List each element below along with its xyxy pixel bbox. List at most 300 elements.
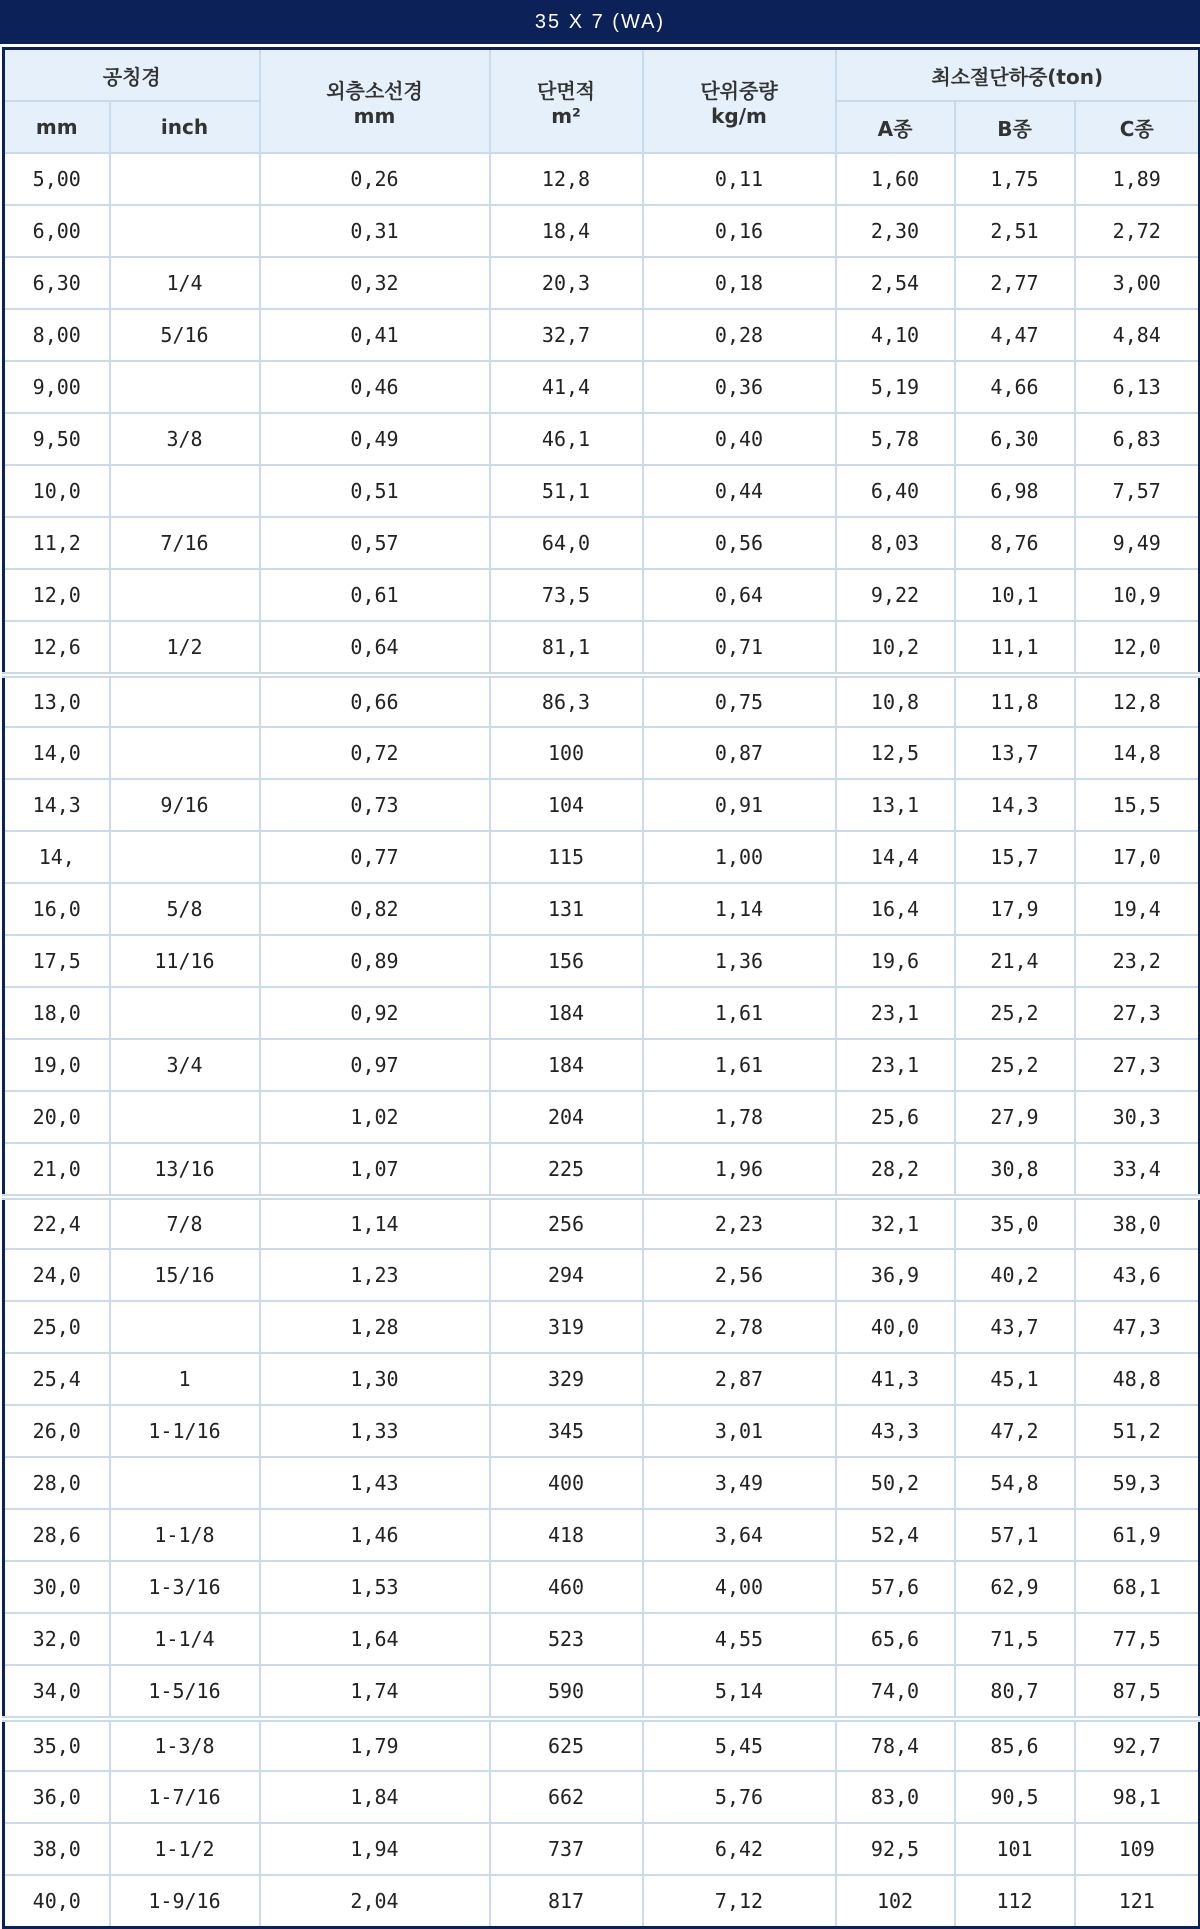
cell-mm: 14, [4,831,110,883]
cell-mm: 10,0 [4,465,110,517]
cell-unit-weight: 1,61 [643,1039,836,1091]
cell-grade-b: 27,9 [955,1091,1075,1143]
cell-unit-weight: 5,45 [643,1719,836,1771]
cell-unit-weight: 0,87 [643,727,836,779]
cell-area: 523 [490,1613,643,1665]
cell-inch: 3/8 [110,413,260,465]
cell-unit-weight: 1,00 [643,831,836,883]
table-row [4,883,1200,935]
cell-mm: 28,6 [4,1509,110,1561]
cell-grade-b: 30,8 [955,1143,1075,1197]
cell-outer-wire: 0,51 [260,465,490,517]
cell-unit-weight: 4,00 [643,1561,836,1613]
cell-mm: 16,0 [4,883,110,935]
table-row [4,205,1200,257]
header-unit-weight [643,49,836,154]
cell-inch [110,831,260,883]
cell-grade-a: 43,3 [836,1405,955,1457]
cell-grade-c: 17,0 [1075,831,1200,883]
header-outer-wire-label: 외층소선경 [326,78,423,103]
cell-unit-weight: 0,64 [643,569,836,621]
cell-unit-weight: 0,56 [643,517,836,569]
table-row [4,1249,1200,1301]
cell-grade-c: 23,2 [1075,935,1200,987]
cell-grade-b: 47,2 [955,1405,1075,1457]
cell-area: 817 [490,1875,643,1928]
cell-outer-wire: 2,04 [260,1875,490,1928]
cell-outer-wire: 1,02 [260,1091,490,1143]
cell-grade-a: 12,5 [836,727,955,779]
cell-mm: 24,0 [4,1249,110,1301]
cell-grade-b: 2,77 [955,257,1075,309]
cell-inch [110,153,260,205]
cell-grade-c: 68,1 [1075,1561,1200,1613]
header-mm: mm [4,101,110,153]
cell-grade-b: 90,5 [955,1771,1075,1823]
cell-outer-wire: 0,73 [260,779,490,831]
cell-grade-a: 23,1 [836,1039,955,1091]
cell-grade-a: 16,4 [836,883,955,935]
cell-inch: 1/4 [110,257,260,309]
cell-grade-b: 57,1 [955,1509,1075,1561]
table-row [4,517,1200,569]
cell-unit-weight: 0,40 [643,413,836,465]
cell-grade-c: 7,57 [1075,465,1200,517]
cell-mm: 22,4 [4,1197,110,1249]
cell-grade-a: 5,78 [836,413,955,465]
cell-mm: 21,0 [4,1143,110,1197]
table-row [4,621,1200,675]
cell-mm: 35,0 [4,1719,110,1771]
cell-grade-a: 9,22 [836,569,955,621]
cell-inch [110,675,260,727]
cell-outer-wire: 1,79 [260,1719,490,1771]
cell-grade-b: 2,51 [955,205,1075,257]
table-row [4,779,1200,831]
cell-grade-a: 2,30 [836,205,955,257]
cell-mm: 25,0 [4,1301,110,1353]
cell-grade-c: 98,1 [1075,1771,1200,1823]
cell-inch: 5/16 [110,309,260,361]
cell-unit-weight: 1,78 [643,1091,836,1143]
cell-area: 294 [490,1249,643,1301]
cell-inch: 15/16 [110,1249,260,1301]
header-unit-weight-label: 단위중량 [700,78,778,103]
cell-inch [110,465,260,517]
cell-mm: 14,0 [4,727,110,779]
cell-inch: 1-1/16 [110,1405,260,1457]
header-grade-b: B종 [955,101,1075,153]
cell-grade-a: 65,6 [836,1613,955,1665]
cell-outer-wire: 1,74 [260,1665,490,1719]
cell-unit-weight: 6,42 [643,1823,836,1875]
cell-grade-b: 112 [955,1875,1075,1928]
cell-outer-wire: 0,41 [260,309,490,361]
cell-area: 625 [490,1719,643,1771]
cell-inch: 1-3/16 [110,1561,260,1613]
cell-grade-b: 25,2 [955,987,1075,1039]
cell-mm: 6,00 [4,205,110,257]
table-row [4,1039,1200,1091]
cell-grade-b: 21,4 [955,935,1075,987]
cell-area: 590 [490,1665,643,1719]
cell-grade-b: 4,66 [955,361,1075,413]
cell-grade-b: 80,7 [955,1665,1075,1719]
header-cross-section-area [490,49,643,154]
header-inch: inch [110,101,260,153]
cell-inch [110,361,260,413]
cell-area: 18,4 [490,205,643,257]
cell-unit-weight: 2,87 [643,1353,836,1405]
cell-area: 41,4 [490,361,643,413]
cell-area: 400 [490,1457,643,1509]
cell-grade-c: 87,5 [1075,1665,1200,1719]
cell-unit-weight: 0,28 [643,309,836,361]
cell-grade-b: 71,5 [955,1613,1075,1665]
table-row [4,1405,1200,1457]
table-row [4,935,1200,987]
cell-area: 46,1 [490,413,643,465]
cell-grade-c: 2,72 [1075,205,1200,257]
cell-grade-c: 6,13 [1075,361,1200,413]
cell-mm: 17,5 [4,935,110,987]
cell-grade-b: 13,7 [955,727,1075,779]
cell-outer-wire: 0,46 [260,361,490,413]
cell-outer-wire: 0,89 [260,935,490,987]
header-outer-wire-unit: mm [353,103,396,128]
cell-unit-weight: 1,96 [643,1143,836,1197]
cell-grade-b: 1,75 [955,153,1075,205]
table-row [4,1665,1200,1719]
cell-unit-weight: 3,01 [643,1405,836,1457]
cell-grade-a: 10,8 [836,675,955,727]
cell-grade-c: 3,00 [1075,257,1200,309]
cell-area: 104 [490,779,643,831]
cell-outer-wire: 0,72 [260,727,490,779]
cell-area: 319 [490,1301,643,1353]
header-area-label: 단면적 [537,78,595,103]
table-row [4,257,1200,309]
cell-grade-b: 54,8 [955,1457,1075,1509]
cell-grade-a: 57,6 [836,1561,955,1613]
cell-grade-c: 43,6 [1075,1249,1200,1301]
cell-mm: 13,0 [4,675,110,727]
cell-inch [110,205,260,257]
cell-grade-a: 102 [836,1875,955,1928]
cell-grade-c: 14,8 [1075,727,1200,779]
header-unit-weight-unit: kg/m [711,103,767,128]
cell-unit-weight: 4,55 [643,1613,836,1665]
cell-area: 225 [490,1143,643,1197]
cell-outer-wire: 1,14 [260,1197,490,1249]
cell-unit-weight: 0,16 [643,205,836,257]
cell-grade-a: 1,60 [836,153,955,205]
cell-outer-wire: 1,94 [260,1823,490,1875]
cell-grade-b: 15,7 [955,831,1075,883]
cell-outer-wire: 0,31 [260,205,490,257]
header-grade-c: C종 [1075,101,1200,153]
table-row [4,1197,1200,1249]
cell-grade-c: 27,3 [1075,987,1200,1039]
table-row [4,1823,1200,1875]
cell-inch: 5/8 [110,883,260,935]
cell-unit-weight: 2,56 [643,1249,836,1301]
cell-inch: 7/16 [110,517,260,569]
cell-grade-c: 47,3 [1075,1301,1200,1353]
cell-grade-c: 38,0 [1075,1197,1200,1249]
table-row [4,1509,1200,1561]
cell-unit-weight: 0,11 [643,153,836,205]
header-area-unit: m² [551,103,581,128]
cell-outer-wire: 0,82 [260,883,490,935]
cell-area: 12,8 [490,153,643,205]
cell-inch: 7/8 [110,1197,260,1249]
cell-grade-c: 27,3 [1075,1039,1200,1091]
table-row [4,1875,1200,1928]
cell-outer-wire: 1,64 [260,1613,490,1665]
cell-grade-a: 36,9 [836,1249,955,1301]
cell-unit-weight: 7,12 [643,1875,836,1928]
cell-grade-c: 1,89 [1075,153,1200,205]
cell-grade-b: 45,1 [955,1353,1075,1405]
cell-grade-c: 15,5 [1075,779,1200,831]
table-row [4,1143,1200,1197]
cell-outer-wire: 0,26 [260,153,490,205]
cell-grade-a: 92,5 [836,1823,955,1875]
cell-mm: 20,0 [4,1091,110,1143]
cell-inch: 1-1/8 [110,1509,260,1561]
cell-grade-c: 121 [1075,1875,1200,1928]
cell-inch: 11/16 [110,935,260,987]
cell-area: 662 [490,1771,643,1823]
cell-area: 100 [490,727,643,779]
cell-inch: 1 [110,1353,260,1405]
cell-outer-wire: 1,23 [260,1249,490,1301]
cell-unit-weight: 0,36 [643,361,836,413]
cell-area: 64,0 [490,517,643,569]
cell-grade-c: 77,5 [1075,1613,1200,1665]
cell-outer-wire: 1,43 [260,1457,490,1509]
table-row [4,465,1200,517]
header-outer-wire-diameter [260,49,490,154]
table-row [4,675,1200,727]
cell-mm: 25,4 [4,1353,110,1405]
table-title: 35 X 7 (WA) [0,0,1200,47]
table-row [4,1091,1200,1143]
cell-mm: 32,0 [4,1613,110,1665]
table-row [4,1353,1200,1405]
cell-unit-weight: 5,14 [643,1665,836,1719]
table-row [4,1719,1200,1771]
cell-outer-wire: 1,53 [260,1561,490,1613]
cell-area: 329 [490,1353,643,1405]
cell-outer-wire: 1,84 [260,1771,490,1823]
cell-mm: 5,00 [4,153,110,205]
cell-grade-a: 10,2 [836,621,955,675]
cell-grade-b: 4,47 [955,309,1075,361]
cell-inch [110,569,260,621]
cell-grade-c: 19,4 [1075,883,1200,935]
cell-outer-wire: 0,57 [260,517,490,569]
cell-mm: 12,0 [4,569,110,621]
cell-inch: 1-3/8 [110,1719,260,1771]
table-row [4,987,1200,1039]
cell-area: 418 [490,1509,643,1561]
table-row [4,1301,1200,1353]
cell-grade-a: 28,2 [836,1143,955,1197]
cell-grade-a: 5,19 [836,361,955,413]
cell-inch [110,987,260,1039]
cell-area: 81,1 [490,621,643,675]
table-row [4,1771,1200,1823]
cell-grade-c: 109 [1075,1823,1200,1875]
cell-area: 184 [490,987,643,1039]
cell-inch: 3/4 [110,1039,260,1091]
cell-inch: 1-1/2 [110,1823,260,1875]
cell-outer-wire: 0,77 [260,831,490,883]
cell-mm: 11,2 [4,517,110,569]
cell-mm: 26,0 [4,1405,110,1457]
cell-mm: 18,0 [4,987,110,1039]
cell-outer-wire: 1,46 [260,1509,490,1561]
wire-rope-spec-table [2,47,1200,1929]
cell-grade-a: 52,4 [836,1509,955,1561]
cell-outer-wire: 1,07 [260,1143,490,1197]
cell-grade-c: 92,7 [1075,1719,1200,1771]
cell-grade-a: 40,0 [836,1301,955,1353]
cell-mm: 19,0 [4,1039,110,1091]
cell-grade-c: 9,49 [1075,517,1200,569]
cell-unit-weight: 1,61 [643,987,836,1039]
table-row [4,413,1200,465]
cell-area: 86,3 [490,675,643,727]
cell-inch: 13/16 [110,1143,260,1197]
cell-grade-a: 19,6 [836,935,955,987]
header-min-breaking-load: 최소절단하중(ton) [836,49,1200,102]
cell-inch: 1-9/16 [110,1875,260,1928]
cell-inch [110,1091,260,1143]
cell-grade-a: 14,4 [836,831,955,883]
cell-area: 115 [490,831,643,883]
cell-outer-wire: 1,33 [260,1405,490,1457]
table-row [4,1613,1200,1665]
cell-grade-b: 43,7 [955,1301,1075,1353]
cell-outer-wire: 1,30 [260,1353,490,1405]
cell-grade-b: 14,3 [955,779,1075,831]
cell-grade-a: 83,0 [836,1771,955,1823]
cell-grade-a: 25,6 [836,1091,955,1143]
cell-grade-b: 17,9 [955,883,1075,935]
cell-grade-b: 6,30 [955,413,1075,465]
cell-mm: 9,50 [4,413,110,465]
cell-unit-weight: 3,64 [643,1509,836,1561]
table-row [4,727,1200,779]
cell-grade-b: 10,1 [955,569,1075,621]
cell-mm: 34,0 [4,1665,110,1719]
cell-area: 20,3 [490,257,643,309]
cell-unit-weight: 2,78 [643,1301,836,1353]
cell-grade-c: 10,9 [1075,569,1200,621]
table-row [4,831,1200,883]
table-row [4,1561,1200,1613]
cell-grade-a: 2,54 [836,257,955,309]
cell-unit-weight: 5,76 [643,1771,836,1823]
cell-mm: 40,0 [4,1875,110,1928]
cell-inch [110,727,260,779]
cell-inch [110,1301,260,1353]
cell-mm: 30,0 [4,1561,110,1613]
cell-unit-weight: 0,75 [643,675,836,727]
cell-grade-c: 12,8 [1075,675,1200,727]
table-row [4,569,1200,621]
cell-grade-b: 25,2 [955,1039,1075,1091]
cell-unit-weight: 2,23 [643,1197,836,1249]
cell-mm: 14,3 [4,779,110,831]
cell-area: 184 [490,1039,643,1091]
cell-unit-weight: 1,14 [643,883,836,935]
table-row [4,361,1200,413]
cell-unit-weight: 0,44 [643,465,836,517]
cell-outer-wire: 0,97 [260,1039,490,1091]
cell-grade-a: 4,10 [836,309,955,361]
cell-grade-a: 41,3 [836,1353,955,1405]
cell-outer-wire: 0,66 [260,675,490,727]
cell-area: 32,7 [490,309,643,361]
cell-mm: 9,00 [4,361,110,413]
cell-area: 131 [490,883,643,935]
cell-grade-a: 6,40 [836,465,955,517]
cell-area: 204 [490,1091,643,1143]
cell-area: 256 [490,1197,643,1249]
cell-unit-weight: 0,71 [643,621,836,675]
cell-grade-a: 23,1 [836,987,955,1039]
table-row [4,1457,1200,1509]
cell-area: 51,1 [490,465,643,517]
cell-outer-wire: 1,28 [260,1301,490,1353]
cell-inch: 1-7/16 [110,1771,260,1823]
cell-inch [110,1457,260,1509]
cell-area: 156 [490,935,643,987]
cell-area: 345 [490,1405,643,1457]
cell-area: 460 [490,1561,643,1613]
cell-outer-wire: 0,32 [260,257,490,309]
cell-mm: 6,30 [4,257,110,309]
cell-grade-a: 8,03 [836,517,955,569]
cell-grade-b: 62,9 [955,1561,1075,1613]
cell-inch: 9/16 [110,779,260,831]
cell-inch: 1-5/16 [110,1665,260,1719]
cell-grade-c: 33,4 [1075,1143,1200,1197]
cell-inch: 1/2 [110,621,260,675]
cell-grade-a: 74,0 [836,1665,955,1719]
cell-grade-b: 85,6 [955,1719,1075,1771]
cell-grade-c: 4,84 [1075,309,1200,361]
cell-unit-weight: 1,36 [643,935,836,987]
cell-grade-a: 13,1 [836,779,955,831]
cell-grade-a: 32,1 [836,1197,955,1249]
cell-grade-b: 35,0 [955,1197,1075,1249]
cell-unit-weight: 0,18 [643,257,836,309]
cell-grade-b: 11,8 [955,675,1075,727]
cell-unit-weight: 3,49 [643,1457,836,1509]
table-row [4,309,1200,361]
cell-grade-b: 8,76 [955,517,1075,569]
cell-area: 737 [490,1823,643,1875]
cell-grade-c: 12,0 [1075,621,1200,675]
cell-outer-wire: 0,64 [260,621,490,675]
cell-grade-c: 59,3 [1075,1457,1200,1509]
cell-grade-a: 78,4 [836,1719,955,1771]
